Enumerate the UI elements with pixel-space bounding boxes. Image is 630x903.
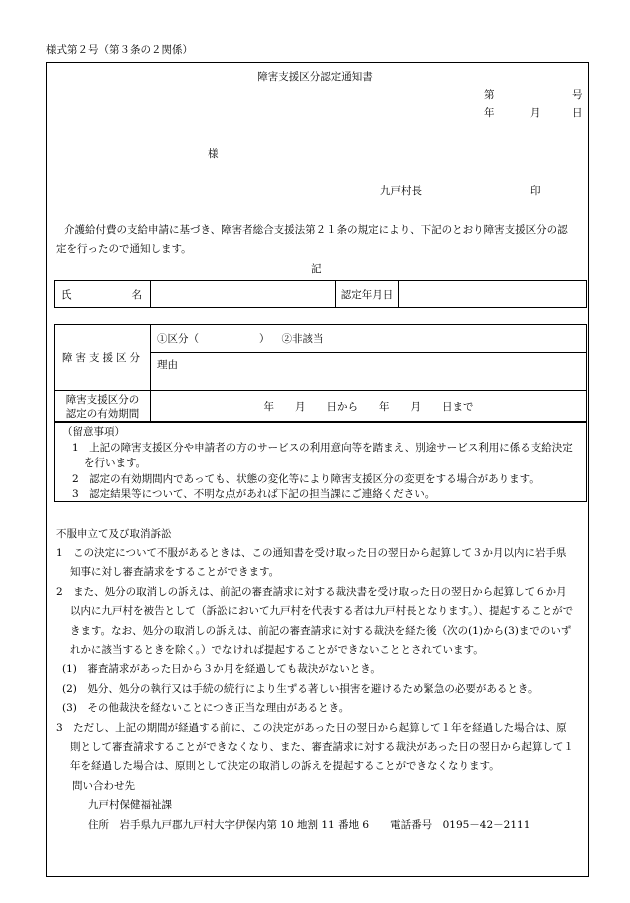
appeal-line-6: れかに該当するときを除く。）でなければ提起することができないこととされています。 [70,644,484,656]
notes-header: （留意事項） [62,426,125,438]
appeal-line-1: 1 この決定について不服があるときは、この通知書を受け取った日の翌日から起算して３か月以内に岩手県 [56,547,567,559]
name-value-cell[interactable] [151,281,336,308]
issuer-name: 九戸村長 [380,185,422,197]
appeal-line-9: (3) その他裁決を経ないことにつき正当な理由があるとき。 [62,702,350,714]
appeal-heading: 不服申立て及び取消訴訟 [56,528,172,540]
appeal-line-12: 年を経過した場合は、原則として決定の取消しの訴えを提起することができなくなります。 [70,760,500,772]
addressee-suffix: 様 [208,148,219,160]
validity-label-cell [55,391,151,423]
validity-period: 年 月 日から 年 月 日まで [263,401,474,413]
certification-date-label: 認定年月日 [336,281,399,308]
category-label: 障害支援区分 [62,352,143,364]
name-label-a: 氏 [61,288,72,301]
number-suffix: 号 [572,89,583,101]
seal-mark: 印 [530,185,541,197]
name-table [54,280,587,308]
validity-label-line-1: 障害支援区分の [65,393,140,406]
form-number-label: 様式第２号（第３条の２関係） [46,44,193,56]
category-option-2[interactable]: ②非該当 [281,333,324,345]
certification-date-value-cell[interactable] [399,281,587,308]
appeal-line-7: (1) 審査請求があった日から３か月を経過しても裁決がないとき。 [62,663,381,675]
appeal-line-10: 3 ただし、上記の期間が経過する前に、この決定があった日の翌日から起算して１年を経過した場合は、原 [56,722,567,734]
notes-item-3: 3 認定結果等について、不明な点があれば下記の担当課にご連絡ください。 [72,488,436,500]
category-table [54,324,587,423]
body-line-2: 定を行ったので通知します。 [56,243,192,255]
contact-department: 九戸村保健福祉課 [88,799,172,811]
ki-label: 記 [311,263,322,275]
date-month: 月 [530,107,541,119]
date-year: 年 [484,107,495,119]
appeal-line-2: 知事に対し審査請求をすることができます。 [70,566,280,578]
name-label-b: 名 [131,288,142,301]
notes-item-1-cont: を行います。 [84,457,147,469]
number-prefix: 第 [484,89,495,101]
body-line-1: 介護給付費の支給申請に基づき、障害者総合支援法第２１条の規定により、下記のとおり障害支援区分の認 [64,224,568,236]
notes-item-2: 2 認定の有効期間内であっても、状態の変化等により障害支援区分の変更をする場合があります。 [72,473,540,485]
appeal-line-3: 2 また、処分の取消しの訴えは、前記の審査請求に対する裁決書を受け取った日の翌日から起算して６か月 [56,586,567,598]
reason-cell[interactable] [151,353,587,391]
contact-address: 住所 岩手県九戸郡九戸村大字伊保内第 10 地割 11 番地 6 電話番号 0195－42－2111 [88,819,531,831]
name-label-cell [55,281,151,308]
category-label-cell [55,325,151,391]
appeal-line-4: 以内に九戸村を被告として（訴訟において九戸村を代表する者は九戸村長となります。）、提起することがで [70,605,574,617]
category-option-1[interactable]: ①区分（ [157,333,199,345]
date-day: 日 [572,107,583,119]
appeal-line-5: きます。なお、処分の取消しの訴えは、前記の審査請求に対する裁決を経た後（次の(1)から(3)までのいず [70,625,572,637]
validity-period-cell[interactable] [151,391,587,423]
appeal-line-11: 則として審査請求することができなくなり、また、審査請求に対する裁決があった日の翌日から起算して１ [70,741,574,753]
contact-heading: 問い合わせ先 [72,780,135,792]
category-option-1-close: ） [259,333,270,345]
document-title: 障害支援区分認定通知書 [257,71,373,83]
reason-label: 理由 [157,359,178,371]
validity-label-line-2: 認定の有効期間 [65,407,140,420]
appeal-line-8: (2) 処分、処分の執行又は手続の続行により生ずる著しい損害を避けるため緊急の必要があるとき。 [62,683,539,695]
notes-item-1: 1 上記の障害支援区分や申請者の方のサービスの利用意向等を踏まえ、別途サービス利用に係る支給決定 [72,442,573,454]
category-options-cell [151,325,587,353]
